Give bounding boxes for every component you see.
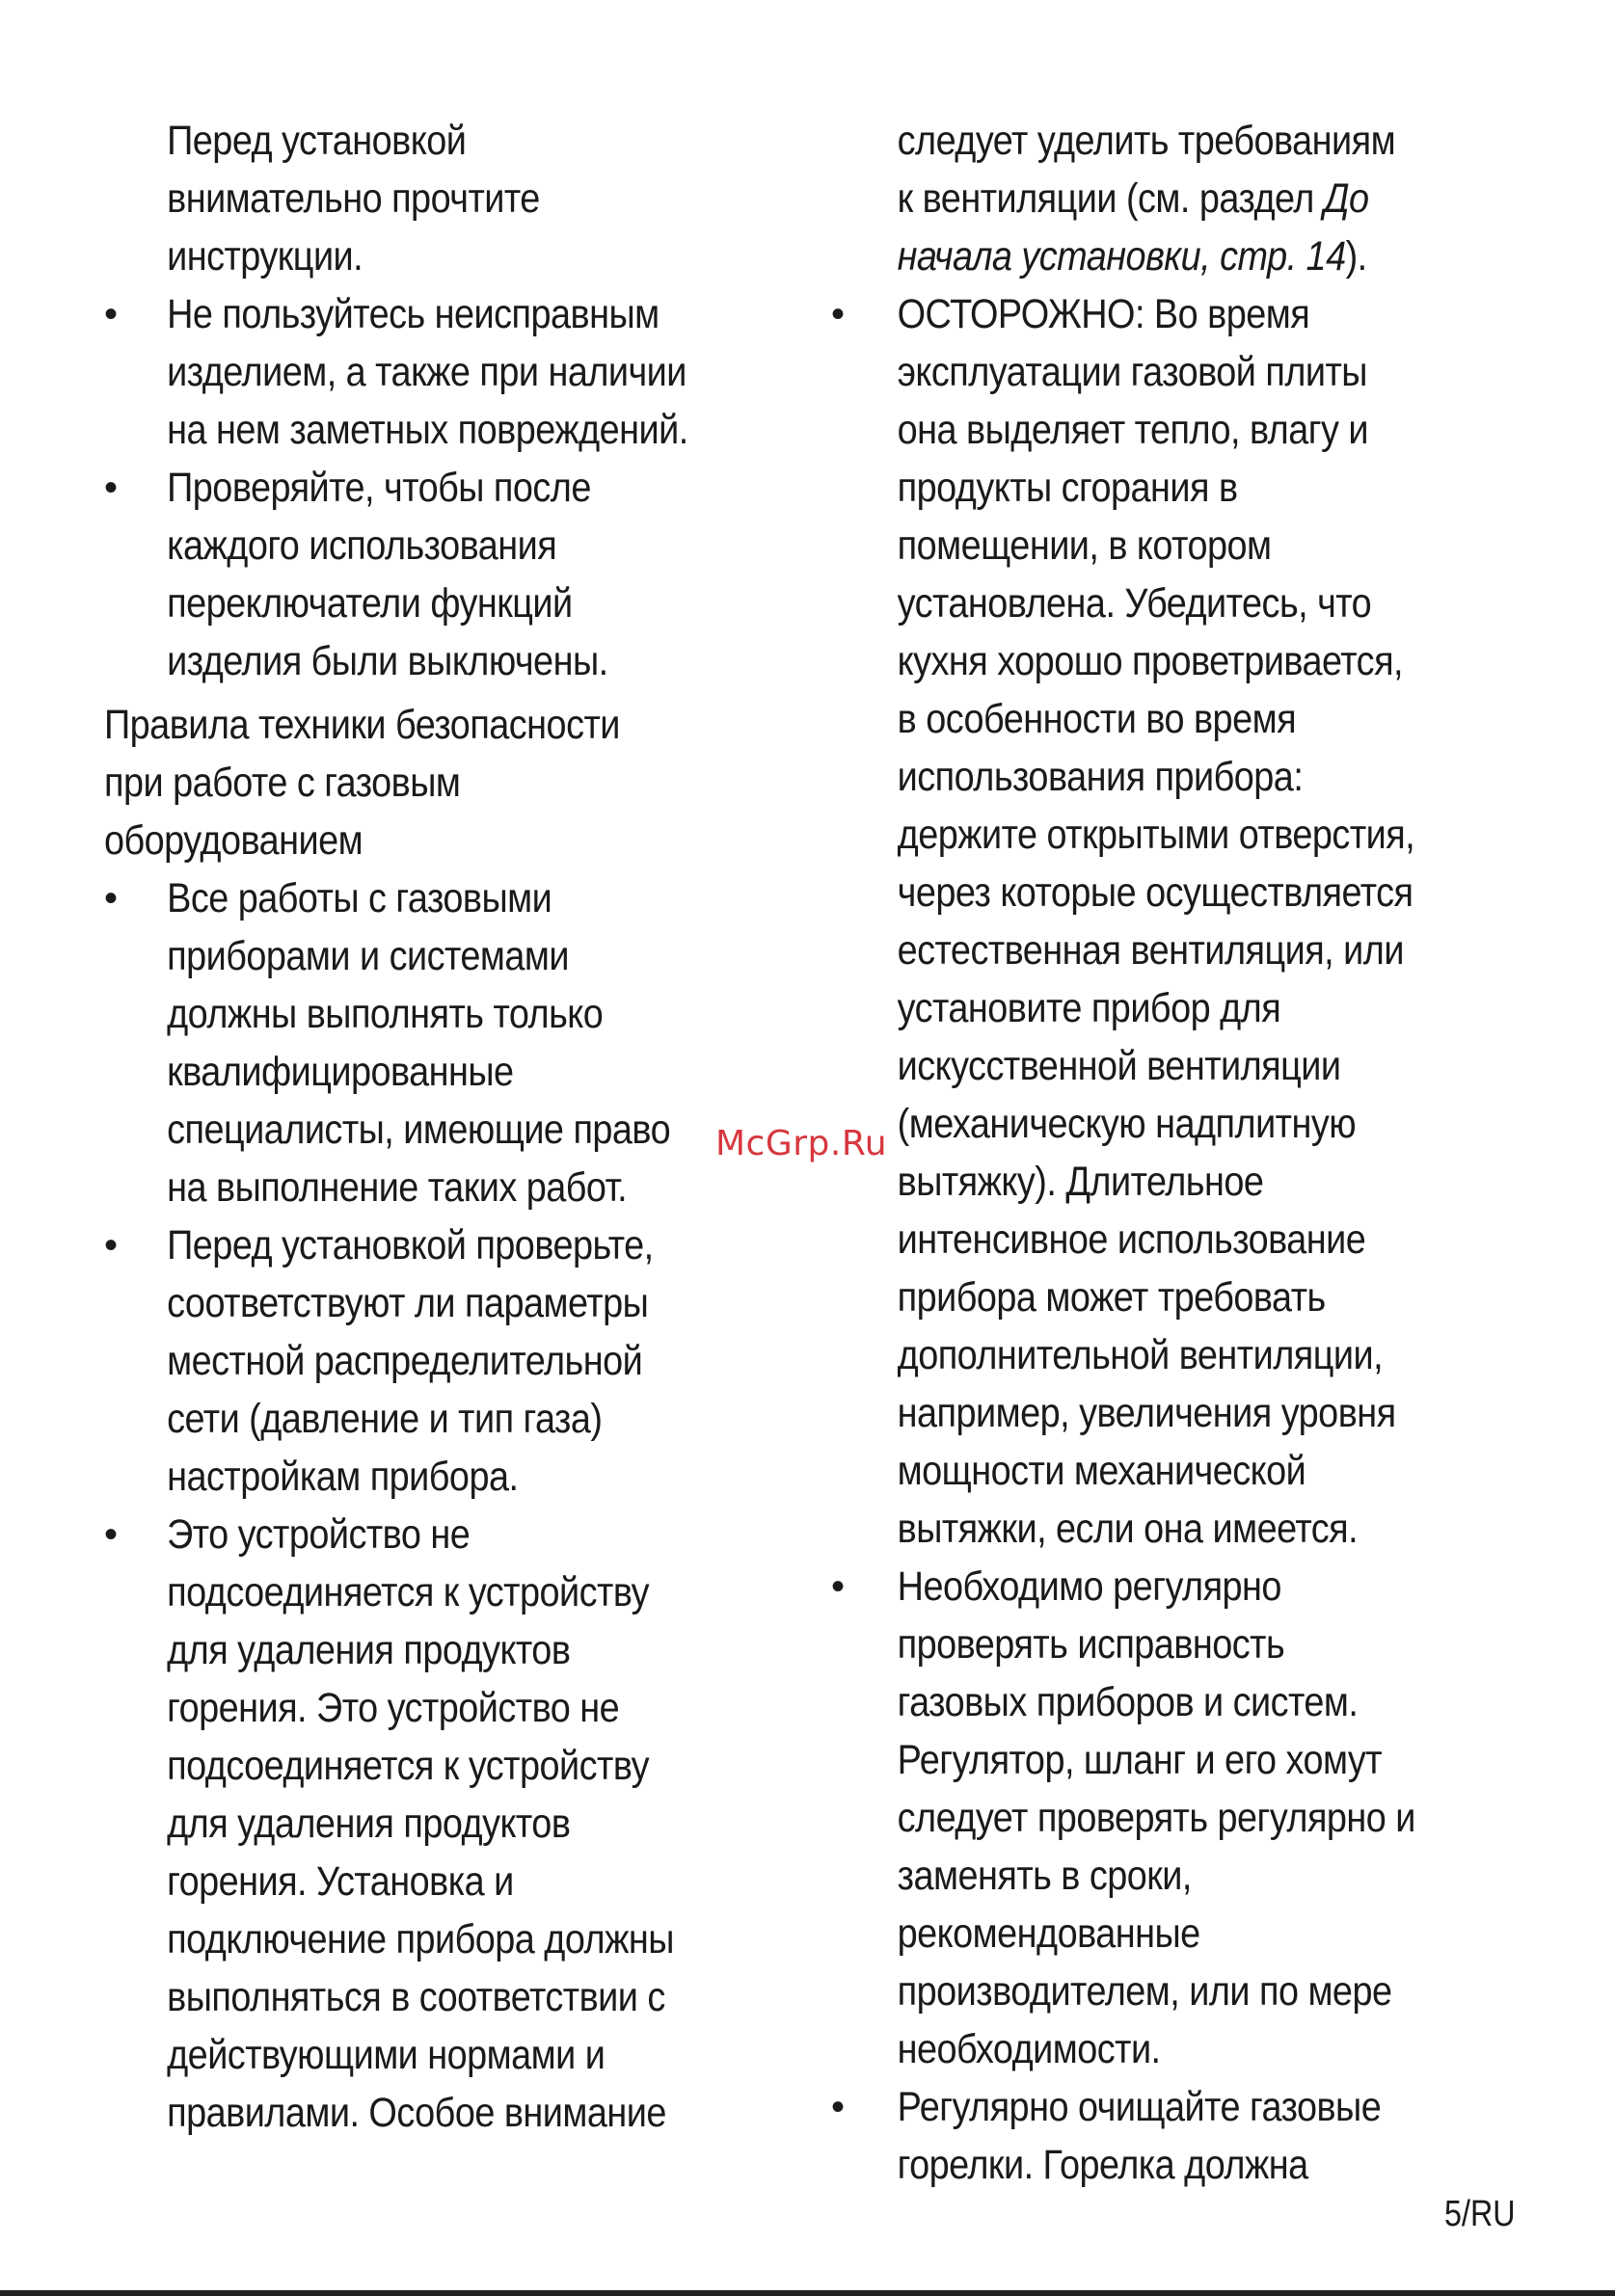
bullet-line: необходимости. bbox=[897, 2026, 1161, 2072]
bullet-line: кухня хорошо проветривается, bbox=[897, 638, 1404, 684]
bullet-line: мощности механической bbox=[897, 1448, 1306, 1494]
bullet-line: интенсивное использование bbox=[897, 1216, 1366, 1263]
bullet-line: горения. Установка и bbox=[167, 1858, 514, 1905]
section-heading: оборудованием bbox=[104, 817, 363, 864]
bullet-line: использования прибора: bbox=[897, 754, 1304, 800]
right-column bbox=[831, 112, 1525, 2194]
bullet-line: специалисты, имеющие право bbox=[167, 1107, 671, 1153]
bullet-line: держите открытыми отверстия, bbox=[897, 812, 1415, 858]
bullet-line: каждого использования bbox=[167, 522, 557, 569]
bullet-line: Регулятор, шланг и его хомут bbox=[897, 1737, 1383, 1783]
bullet-line: она выделяет тепло, влагу и bbox=[897, 407, 1369, 453]
bullet-line: на выполнение таких работ. bbox=[167, 1164, 628, 1211]
bullet-line: искусственной вентиляции bbox=[897, 1043, 1341, 1089]
left-column bbox=[104, 112, 818, 2142]
bullet-line: выполняться в соответствии с bbox=[167, 1974, 665, 2020]
bullet-line: Все работы с газовыми bbox=[167, 875, 552, 921]
bullet-icon: • bbox=[104, 1224, 119, 1267]
intro-line: внимательно прочтите bbox=[167, 175, 540, 222]
bullet-line: Перед установкой проверьте, bbox=[167, 1222, 654, 1268]
bullet-line: вытяжки, если она имеется. bbox=[897, 1506, 1359, 1552]
bullet-line: установите прибор для bbox=[897, 985, 1281, 1031]
bullet-item bbox=[104, 285, 818, 459]
bullet-icon: • bbox=[831, 1565, 846, 1608]
bullet-line: Не пользуйтесь неисправным bbox=[167, 291, 659, 337]
bullet-line: настройкам прибора. bbox=[167, 1454, 519, 1500]
bullet-item bbox=[104, 459, 818, 690]
bullet-line: соответствуют ли параметры bbox=[167, 1280, 649, 1326]
continuation-text: ). bbox=[1345, 233, 1367, 280]
bullet-line: для удаления продуктов bbox=[167, 1627, 571, 1673]
bullet-line: для удаления продуктов bbox=[167, 1801, 571, 1847]
bullet-line: Регулярно очищайте газовые bbox=[897, 2084, 1382, 2130]
bullet-line: газовых приборов и систем. bbox=[897, 1679, 1359, 1725]
bullet-item bbox=[831, 2078, 1525, 2194]
bullet-line: вытяжку). Длительное bbox=[897, 1159, 1264, 1205]
bullet-line: установлена. Убедитесь, что bbox=[897, 580, 1372, 627]
bullet-line: Необходимо регулярно bbox=[897, 1563, 1281, 1610]
bullet-line: изделия были выключены. bbox=[167, 638, 608, 684]
bullet-line: Проверяйте, чтобы после bbox=[167, 465, 591, 511]
bullet-icon: • bbox=[104, 877, 119, 920]
bullet-line: (механическую надплитную bbox=[897, 1101, 1357, 1147]
bullet-line: следует проверять регулярно и bbox=[897, 1795, 1415, 1841]
bullet-line: например, увеличения уровня bbox=[897, 1390, 1396, 1436]
bullet-line: должны выполнять только bbox=[167, 991, 604, 1037]
bullet-line: Это устройство не bbox=[167, 1511, 471, 1558]
bullet-line: приборами и системами bbox=[167, 933, 569, 979]
bullet-line: переключатели функций bbox=[167, 580, 573, 627]
bullet-line: горения. Это устройство не bbox=[167, 1685, 620, 1731]
bullet-icon: • bbox=[831, 293, 846, 335]
bullet-line: подключение прибора должны bbox=[167, 1916, 674, 1962]
bullet-line: производителем, или по мере bbox=[897, 1968, 1392, 2015]
bullet-line: заменять в сроки, bbox=[897, 1853, 1192, 1899]
bullet-item bbox=[104, 1506, 818, 2142]
bullet-line: эксплуатации газовой плиты bbox=[897, 349, 1367, 395]
bullet-line: дополнительной вентиляции, bbox=[897, 1332, 1384, 1378]
bullet-line: ОСТОРОЖНО: Во время bbox=[897, 291, 1310, 337]
bullet-line: прибора может требовать bbox=[897, 1274, 1326, 1321]
bullet-line: действующими нормами и bbox=[167, 2032, 606, 2078]
section-heading: Правила техники безопасности bbox=[104, 702, 620, 748]
bullet-icon: • bbox=[831, 2086, 846, 2128]
bullet-line: естественная вентиляция, или bbox=[897, 927, 1404, 974]
bullet-line: через которые осуществляется bbox=[897, 869, 1413, 916]
cross-reference-link: До bbox=[1323, 175, 1369, 222]
bullet-line: квалифицированные bbox=[167, 1049, 514, 1095]
bullet-line: на нем заметных повреждений. bbox=[167, 407, 688, 453]
bullet-line: горелки. Горелка должна bbox=[897, 2142, 1308, 2188]
bullet-icon: • bbox=[104, 1513, 119, 1556]
bullet-item bbox=[831, 1558, 1525, 2078]
bullet-item bbox=[104, 869, 818, 1216]
cross-reference-link: начала установки, стр. 14 bbox=[897, 233, 1346, 280]
watermark: McGrp.Ru bbox=[715, 1124, 888, 1163]
continuation-line: следует уделить требованиям bbox=[897, 118, 1396, 164]
continuation-line bbox=[831, 170, 1442, 227]
bullet-item bbox=[104, 1216, 818, 1506]
bullet-line: продукты сгорания в bbox=[897, 465, 1238, 511]
bullet-line: проверять исправность bbox=[897, 1621, 1285, 1668]
bottom-divider bbox=[0, 2290, 1615, 2296]
intro-line: инструкции. bbox=[167, 233, 363, 280]
section-heading: при работе с газовым bbox=[104, 760, 461, 806]
bullet-line: помещении, в котором bbox=[897, 522, 1272, 569]
bullet-line: в особенности во время bbox=[897, 696, 1297, 742]
bullet-line: рекомендованные bbox=[897, 1910, 1200, 1957]
bullet-icon: • bbox=[104, 467, 119, 509]
bullet-line: подсоединяется к устройству bbox=[167, 1569, 649, 1615]
bullet-line: подсоединяется к устройству bbox=[167, 1743, 649, 1789]
page-number: 5/RU bbox=[1444, 2194, 1516, 2234]
bullet-item bbox=[831, 285, 1525, 1558]
bullet-icon: • bbox=[104, 293, 119, 335]
bullet-line: правилами. Особое внимание bbox=[167, 2090, 666, 2136]
continuation-line bbox=[831, 227, 1442, 285]
bullet-line: местной распределительной bbox=[167, 1338, 643, 1384]
bullet-line: сети (давление и тип газа) bbox=[167, 1396, 603, 1442]
continuation-text: к вентиляции (см. раздел bbox=[897, 175, 1324, 222]
intro-line: Перед установкой bbox=[167, 118, 467, 164]
bullet-line: изделием, а также при наличии bbox=[167, 349, 686, 395]
